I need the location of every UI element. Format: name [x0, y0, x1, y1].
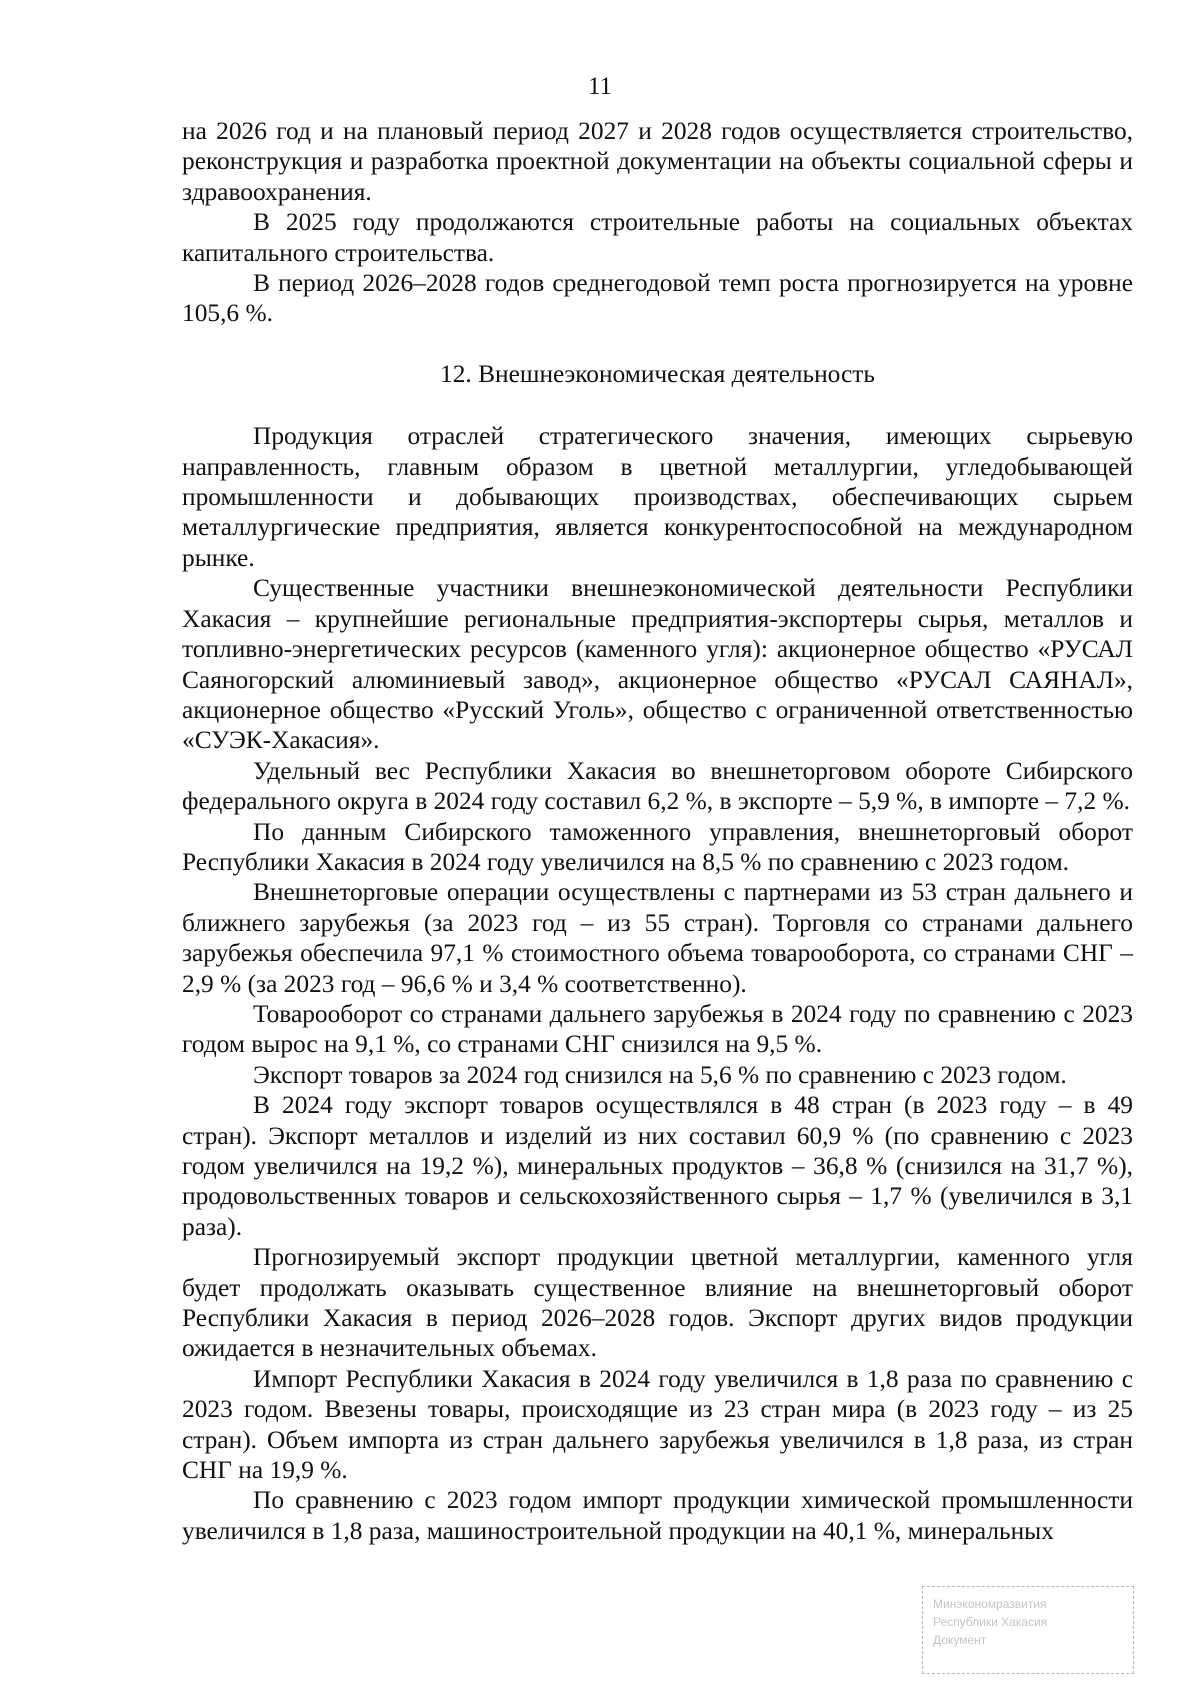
registration-stamp — [922, 1586, 1134, 1674]
paragraph: Экспорт товаров за 2024 год снизился на 5,6 % по сравнению с 2023 годом. — [253, 1060, 1067, 1089]
stamp-line: Документ — [933, 1633, 987, 1647]
stamp-line: Минэкономразвития — [933, 1597, 1047, 1611]
paragraph: По сравнению с 2023 годом импорт продукции химической промышленности увеличился в 1,8 раза, машиностроительной продукции на 40,1 %, минеральных — [182, 1486, 1133, 1545]
page-number: 11 — [587, 73, 613, 100]
stamp-line: Республики Хакасия — [933, 1615, 1048, 1629]
paragraph: В 2025 году продолжаются строительные работы на социальных объектах капитального строительства. — [182, 208, 1133, 267]
paragraph: Внешнеторговые операции осуществлены с партнерами из 53 стран дальнего и ближнего зарубежья (за 2023 год – из 55 стран). Торговля со странами дальнего зарубежья обеспечила 97,1 % стоимостного объема товарооборота, со странами СНГ – 2,9 % (за 2023 год – 96,6 % и 3,4 % соответственно). — [182, 878, 1133, 998]
section-heading: 12. Внешнеэкономическая деятельность — [440, 359, 875, 388]
paragraph: Продукция отраслей стратегического значения, имеющих сырьевую направленность, главным образом в цветной металлургии, угледобывающей промышленности и добывающих производствах, обеспечивающих сырьем металлургические предприятия, является конкурентоспособной на международном рынке. — [182, 422, 1133, 572]
paragraph: В период 2026–2028 годов среднегодовой темп роста прогнозируется на уровне 105,6 %. — [182, 269, 1133, 328]
paragraph: Прогнозируемый экспорт продукции цветной металлургии, каменного угля будет продолжать оказывать существенное влияние на внешнеторговый оборот Республики Хакасия в период 2026–2028 годов. Экспорт других видов продукции ожидается в незначительных объемах. — [182, 1243, 1133, 1363]
paragraph: на 2026 год и на плановый период 2027 и 2028 годов осуществляется строительство, реконструкция и разработка проектной документации на объекты социальной сферы и здравоохранения. — [182, 117, 1133, 206]
paragraph: Существенные участники внешнеэкономической деятельности Республики Хакасия – крупнейшие региональные предприятия-экспортеры сырья, металлов и топливно-энергетических ресурсов (каменного угля): акционерное общество «РУСАЛ Саяногорский алюминиевый завод», акционерное общество «РУСАЛ САЯНАЛ», акционерное общество «Русский Уголь», общество с ограниченной ответственностью «СУЭК-Хакасия». — [182, 574, 1133, 755]
document-body — [182, 116, 1133, 1546]
paragraph: В 2024 году экспорт товаров осуществлялся в 48 стран (в 2023 году – в 49 стран). Экспорт металлов и изделий из них составил 60,9 % (по сравнению с 2023 годом увеличился на 19,2 %), минеральных продуктов – 36,8 % (снизился на 31,7 %), продовольственных товаров и сельскохозяйственного сырья – 1,7 % (увеличился в 3,1 раза). — [182, 1091, 1133, 1241]
paragraph: По данным Сибирского таможенного управления, внешнеторговый оборот Республики Хакасия в 2024 году увеличился на 8,5 % по сравнению с 2023 годом. — [182, 817, 1133, 876]
paragraph: Импорт Республики Хакасия в 2024 году увеличился в 1,8 раза по сравнению с 2023 годом. Ввезены товары, происходящие из 23 стран мира (в 2023 году – из 25 стран). Объем импорта из стран дальнего зарубежья увеличился в 1,8 раза, из стран СНГ на 19,9 %. — [182, 1364, 1133, 1485]
paragraph: Удельный вес Республики Хакасия во внешнеторговом обороте Сибирского федерального округа в 2024 году составил 6,2 %, в экспорте – 5,9 %, в импорте – 7,2 %. — [182, 756, 1133, 816]
paragraph: Товарооборот со странами дальнего зарубежья в 2024 году по сравнению с 2023 годом вырос на 9,1 %, со странами СНГ снизился на 9,5 %. — [182, 999, 1133, 1059]
